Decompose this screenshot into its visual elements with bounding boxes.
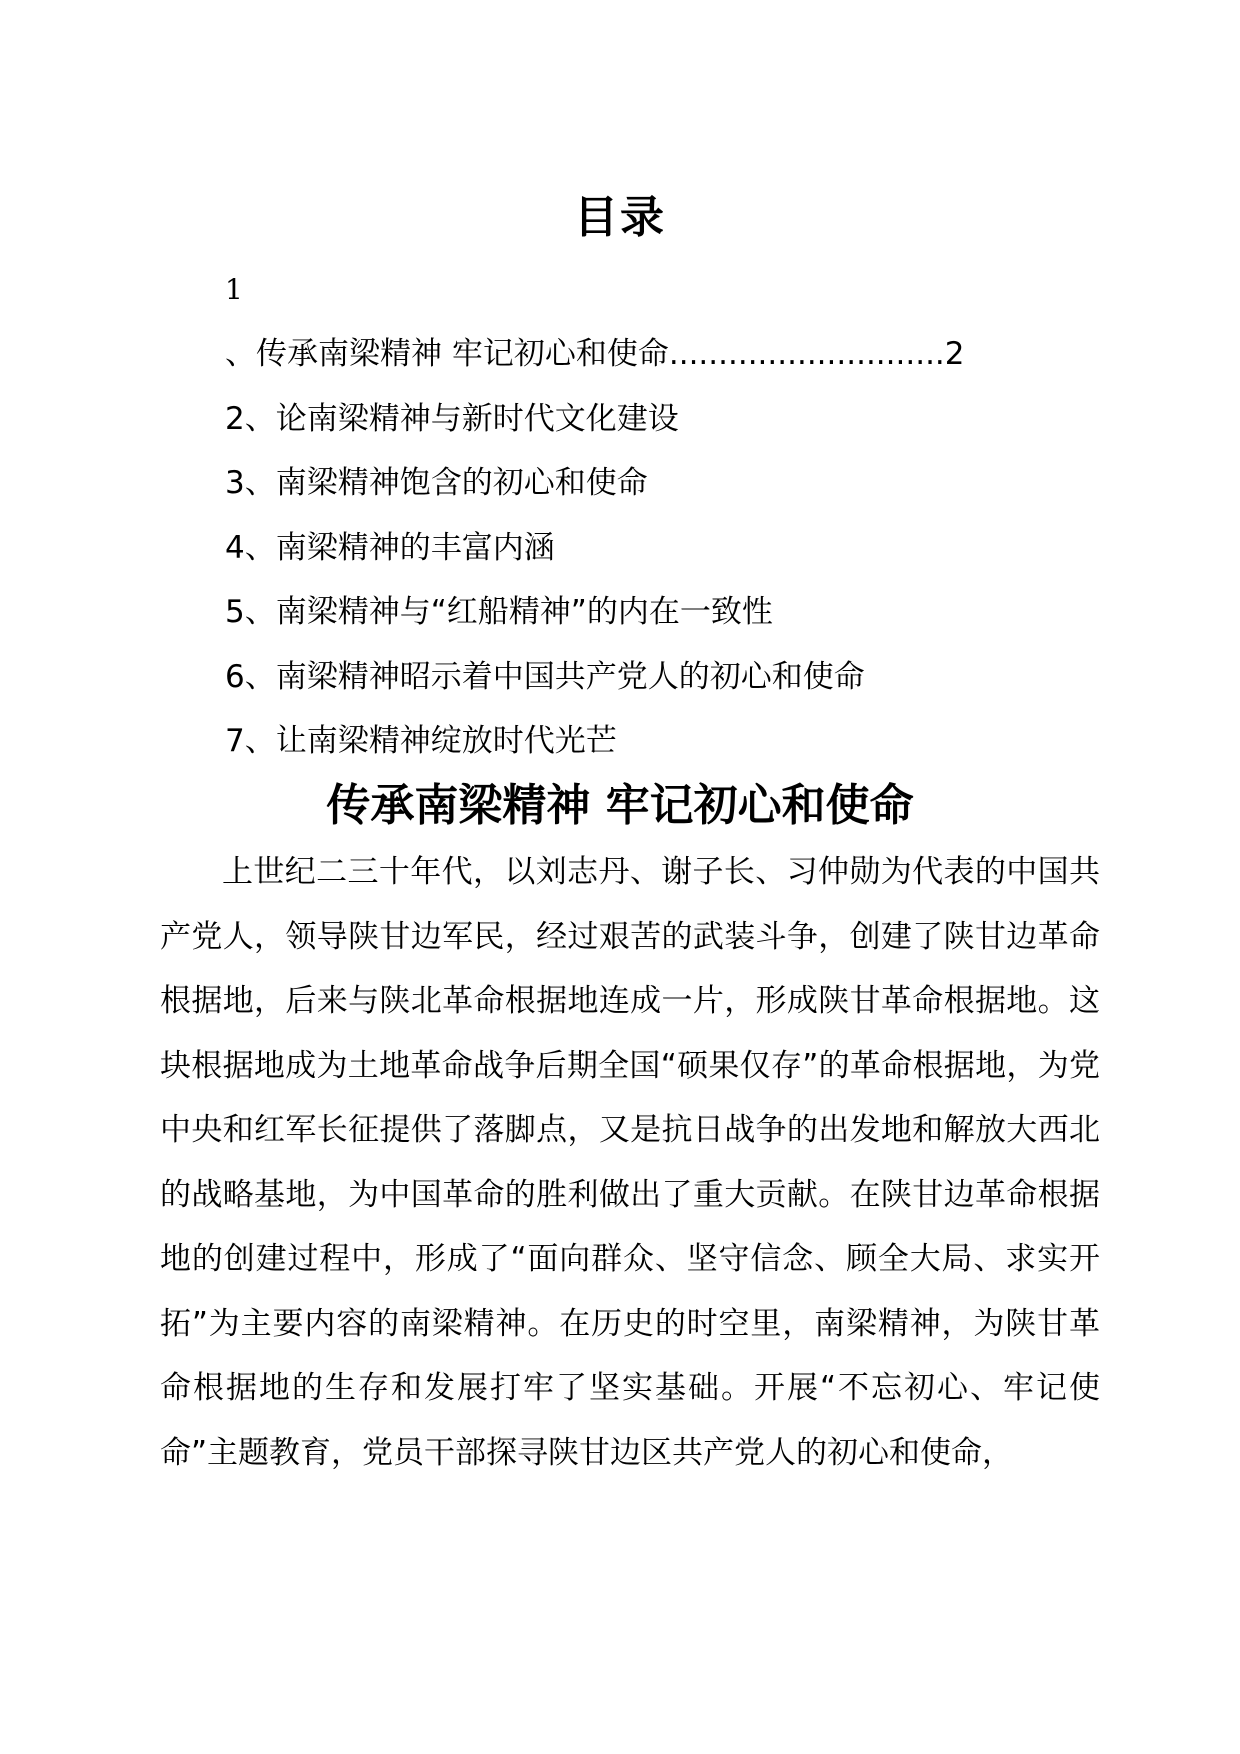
- toc-item-label: 、传承南梁精神 牢记初心和使命: [225, 336, 669, 372]
- toc-stray-number: 1: [225, 273, 243, 306]
- toc-item[interactable]: [225, 590, 1125, 655]
- toc-item-label: 4、南梁精神的丰富内涵: [225, 529, 555, 566]
- toc-item-label: 2、论南梁精神与新时代文化建设: [225, 400, 679, 437]
- article-paragraph: 上世纪二三十年代，以刘志丹、谢子长、习仲勋为代表的中国共产党人，领导陕甘边军民，经过艰苦的武装斗争，创建了陕甘边革命根据地，后来与陕北革命根据地连成一片，形成陕甘革命根据地。这块根据地成为土地革命战争后期全国“硕果仅存”的革命根据地，为党中央和红军长征提供了落脚点，又是抗日战争的出发地和解放大西北的战略基地，为中国革命的胜利做出了重大贡献。在陕甘边革命根据地的创建过程中，形成了“面向群众、坚守信念、顾全大局、求实开拓”为主要内容的南梁精神。在历史的时空里，南梁精神，为陕甘革命根据地的生存和发展打牢了坚实基础。开展“不忘初心、牢记使命”主题教育，党员干部探寻陕甘边区共产党人的初心和使命，: [160, 854, 1100, 1471]
- toc-item-page: 2: [944, 336, 965, 372]
- toc-item-label: 5、南梁精神与“红船精神”的内在一致性: [225, 594, 773, 630]
- toc-item[interactable]: [225, 461, 1125, 526]
- toc-item-label: 3、南梁精神饱含的初心和使命: [225, 465, 648, 501]
- toc-item-leader: ............................: [668, 336, 945, 372]
- toc-title: 目录: [574, 192, 666, 243]
- toc-item[interactable]: [225, 719, 1125, 784]
- toc-item[interactable]: [225, 397, 1125, 462]
- article-title: 传承南梁精神 牢记初心和使命: [326, 780, 914, 831]
- toc-item[interactable]: [225, 655, 1125, 720]
- toc-item-label: 6、南梁精神昭示着中国共产党人的初心和使命: [225, 658, 865, 695]
- toc-item[interactable]: [225, 332, 1125, 397]
- toc-item[interactable]: [225, 526, 1125, 591]
- toc-item-label: 7、让南梁精神绽放时代光芒: [225, 723, 617, 759]
- toc-list: [225, 332, 1125, 784]
